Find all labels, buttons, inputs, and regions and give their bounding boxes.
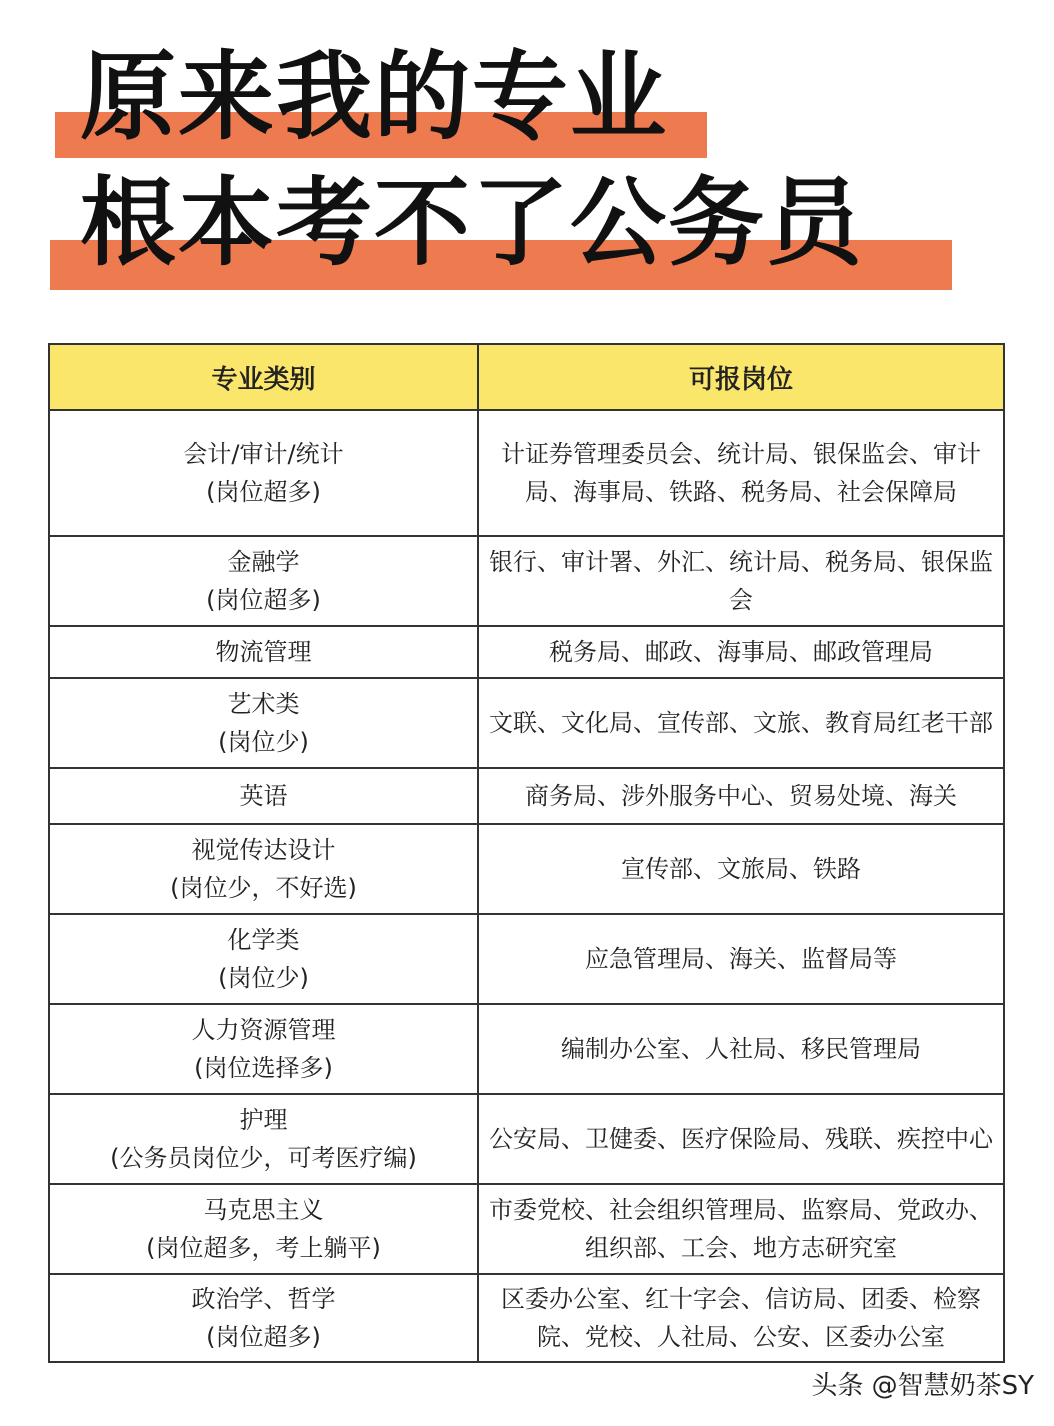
category-note: (岗位选择多)	[194, 1054, 333, 1082]
category-cell	[49, 914, 478, 1004]
category-note: (岗位少)	[218, 728, 309, 756]
category-cell	[49, 536, 478, 626]
category-note: (岗位超多)	[206, 478, 321, 506]
header-category: 专业类别	[49, 344, 478, 410]
positions-cell: 区委办公室、红十字会、信访局、团委、检察院、党校、人社局、公安、区委办公室	[478, 1274, 1004, 1362]
positions-cell: 市委党校、社会组织管理局、监察局、党政办、组织部、工会、地方志研究室	[478, 1184, 1004, 1274]
table-row	[49, 678, 1004, 768]
category-note: (公务员岗位少，可考医疗编)	[110, 1144, 417, 1172]
category-cell	[49, 626, 478, 678]
category-note: (岗位超多)	[206, 586, 321, 614]
title-line-2: 根本考不了公务员	[80, 167, 864, 279]
positions-cell: 银行、审计署、外汇、统计局、税务局、银保监会	[478, 536, 1004, 626]
watermark: 头条 @智慧奶茶SY	[811, 1371, 1034, 1401]
table-row	[49, 626, 1004, 678]
table-row	[49, 1004, 1004, 1094]
category-cell	[49, 1094, 478, 1184]
positions-cell: 文联、文化局、宣传部、文旅、教育局红老干部	[478, 678, 1004, 768]
table-row	[49, 824, 1004, 914]
table-row	[49, 914, 1004, 1004]
category-cell	[49, 1184, 478, 1274]
positions-cell: 商务局、涉外服务中心、贸易处境、海关	[478, 768, 1004, 824]
category-cell	[49, 678, 478, 768]
table-row	[49, 1274, 1004, 1362]
category-cell	[49, 1004, 478, 1094]
category-cell	[49, 1274, 478, 1362]
category-name: 英语	[239, 782, 288, 810]
positions-cell: 宣传部、文旅局、铁路	[478, 824, 1004, 914]
header-positions: 可报岗位	[478, 344, 1004, 410]
table-row	[49, 1184, 1004, 1274]
category-name: 金融学	[227, 548, 300, 576]
category-name: 人力资源管理	[191, 1016, 336, 1044]
table-row	[49, 1094, 1004, 1184]
category-note: (岗位少)	[218, 964, 309, 992]
category-name: 化学类	[227, 926, 300, 954]
table-row	[49, 410, 1004, 536]
table-row	[49, 768, 1004, 824]
major-position-table	[48, 343, 1005, 1363]
positions-cell: 编制办公室、人社局、移民管理局	[478, 1004, 1004, 1094]
positions-cell: 计证券管理委员会、统计局、银保监会、审计局、海事局、铁路、税务局、社会保障局	[478, 410, 1004, 536]
category-name: 艺术类	[227, 690, 300, 718]
category-name: 政治学、哲学	[191, 1285, 336, 1313]
category-name: 物流管理	[215, 638, 312, 666]
category-name: 护理	[239, 1106, 288, 1134]
table-row	[49, 536, 1004, 626]
category-cell	[49, 824, 478, 914]
category-cell	[49, 410, 478, 536]
positions-cell: 应急管理局、海关、监督局等	[478, 914, 1004, 1004]
category-note: (岗位超多)	[206, 1323, 321, 1351]
category-note: (岗位超多，考上躺平)	[146, 1234, 381, 1262]
category-note: (岗位少，不好选)	[170, 874, 357, 902]
category-name: 会计/审计/统计	[183, 440, 344, 468]
positions-cell: 公安局、卫健委、医疗保险局、残联、疾控中心	[478, 1094, 1004, 1184]
title-line-1: 原来我的专业	[80, 41, 668, 153]
table-header-row	[49, 344, 1004, 410]
category-name: 马克思主义	[203, 1196, 324, 1224]
category-name: 视觉传达设计	[191, 836, 336, 864]
category-cell	[49, 768, 478, 824]
positions-cell: 税务局、邮政、海事局、邮政管理局	[478, 626, 1004, 678]
